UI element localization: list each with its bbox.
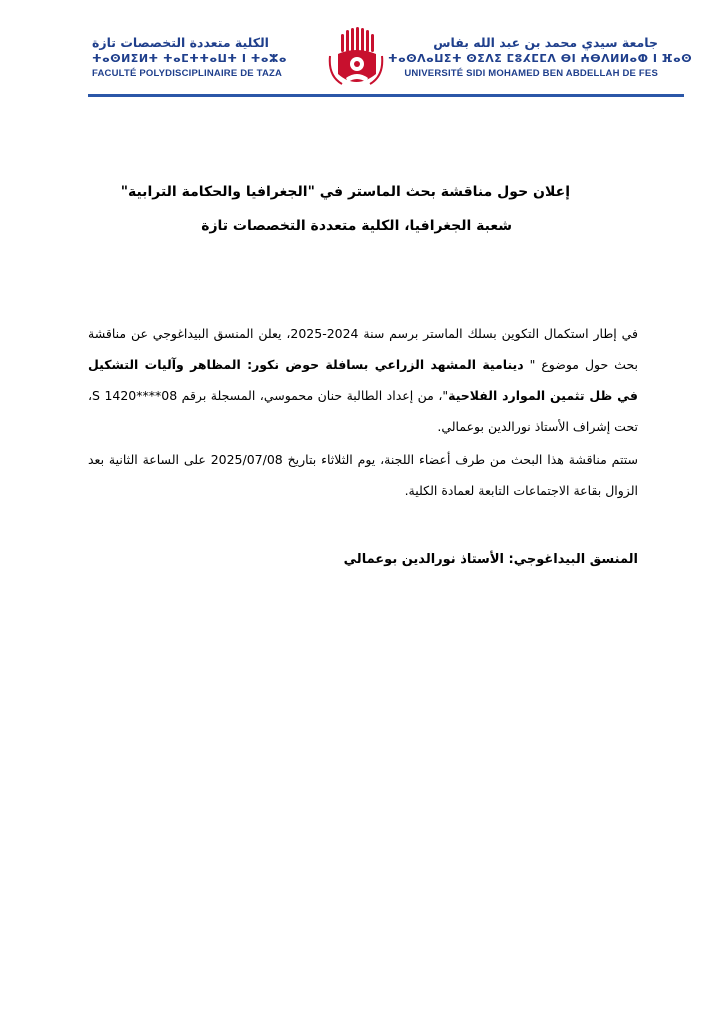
faculty-name-tifinagh: ⵜⴰⵙⵍⵉⵍⵜ ⵜⴰⵎⵜⵜⴰⵡⵜ ⵏ ⵜⴰⵣⴰ — [92, 52, 287, 65]
signature: المنسق البيداغوجي: الأستاذ نورالدين بوعمالي — [343, 552, 638, 567]
faculty-name-french: FACULTÉ POLYDISCIPLINAIRE DE TAZA — [92, 68, 283, 79]
university-block — [388, 34, 693, 81]
letterhead — [0, 0, 724, 100]
university-name-french: UNIVERSITÉ SIDI MOHAMED BEN ABDELLAH DE FES — [404, 68, 658, 79]
announcement-title: إعلان حول مناقشة بحث الماستر في "الجغرافيا والحكامة الترابية" — [120, 184, 570, 200]
university-name-tifinagh: ⵜⴰⵙⴷⴰⵡⵉⵜ ⵙⵉⴷⵉ ⵎⵓⵃⵎⵎⴷ ⴱⵏ ⵄⴱⴷⵍⵍⴰⵀ ⵏ ⴼⴰⵙ — [388, 52, 693, 65]
university-logo — [328, 26, 384, 92]
thesis-title: دينامية المشهد الزراعي بسافلة حوض نكور: المظاهر وآليات التشكيل في ظل تثمين الموارد الفلاحية — [88, 357, 638, 403]
announcement-body — [88, 318, 638, 506]
paragraph-1 — [88, 318, 638, 442]
faculty-block — [92, 34, 327, 81]
faculty-name-arabic: الكلية متعددة التخصصات تازة — [92, 35, 269, 50]
paragraph-1-intro: في إطار استكمال التكوين بسلك الماستر برسم سنة 2024-2025، يعلن المنسق البيداغوجي عن مناقشة بحث حول موضوع " — [88, 326, 638, 372]
announcement-subtitle: شعبة الجغرافيا، الكلية متعددة التخصصات تازة — [201, 218, 512, 234]
header-divider — [88, 94, 684, 97]
paragraph-2: ستتم مناقشة هذا البحث من طرف أعضاء اللجنة، يوم الثلاثاء بتاريخ 2025/07/08 على الساعة الثانية بعد الزوال بقاعة الاجتماعات التابعة لعمادة الكلية. — [88, 452, 638, 498]
paragraph-1-details: "، من إعداد الطالبة حنان محموسي، المسجلة برقم S 1420****08، تحت إشراف الأستاذ نورالدين بوعمالي. — [88, 388, 638, 434]
university-name-arabic: جامعة سيدي محمد بن عبد الله بفاس — [433, 35, 658, 50]
